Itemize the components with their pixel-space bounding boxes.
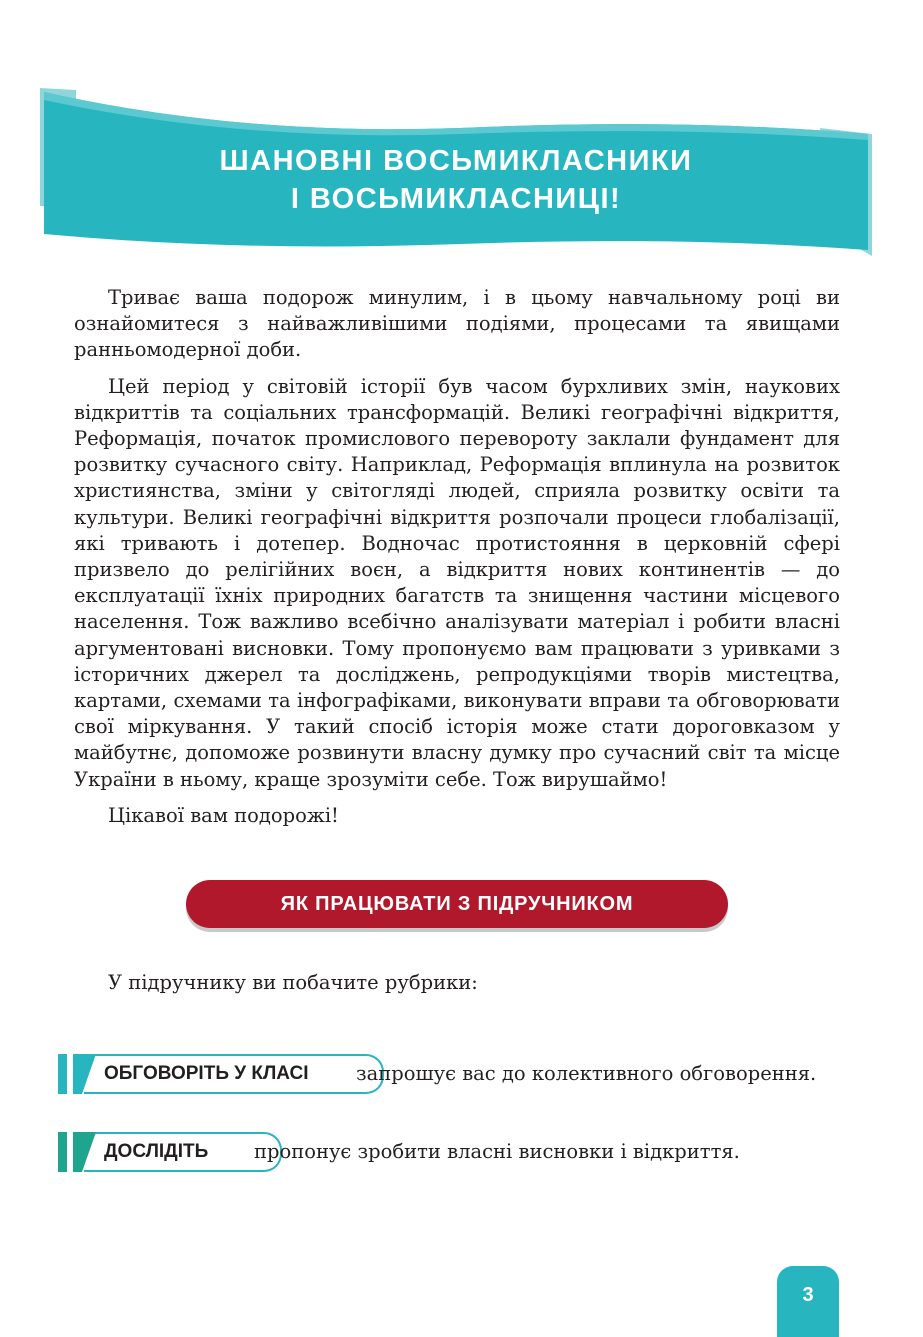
rubric-description-discuss: запрошує вас до колективного обговорення.: [356, 1062, 817, 1085]
paragraph-1: Триває ваша подорож минулим, і в цьому навчальному році ви ознайомитеся з найважливішими подіями, процесами та явищами ранньомодерної доби.: [74, 286, 840, 362]
rubric-bar-icon: [73, 1132, 82, 1172]
paragraph-2: Цей період у світовій історії був часом бурхливих змін, наукових відкриттів та соціальних трансформацій. Великі географічні відкриття, Реформація, початок промислового перевороту заклали фундамент для розвитку сучасного світу. Наприклад, Реформація вплинула на розвиток християнства, зміни у світогляді людей, сприяла розвитку освіти та культури. Великі географічні відкриття розпочали процеси глобалізації, які тривають і дотепер. Водночас протистояння в церковній сфері призвело до релігійних воєн, а відкриття нових континентів — до експлуатації їхніх природних багатств та знищення частини місцевого населення. Тож важливо всебічно аналізувати матеріал і робити власні аргументовані висновки. Тому пропонуємо вам працювати з уривками з історичних джерел та досліджень, репродукціями творів мистецтва, картами, схемами та інфографіками, виконувати вправи та обговорювати свої міркування. У такий спосіб історія може стати дороговказом у майбутнє, допоможе розвинути власну думку про сучасний світ та місце України в ньому, краще зрозуміти себе. Тож вирушаймо!: [74, 374, 840, 791]
paragraph-3: Цікавої вам подорожі!: [108, 803, 339, 827]
rubric-tag-discuss: ОБГОВОРІТЬ У КЛАСІ: [84, 1054, 384, 1094]
banner-title: [40, 142, 872, 218]
banner-title-line-2: І ВОСЬМИКЛАСНИЦІ!: [290, 183, 622, 215]
title-banner: [40, 88, 872, 258]
intro-text: [74, 285, 840, 839]
rubric-bar-icon: [58, 1132, 67, 1172]
rubric-bar-icon: [73, 1054, 82, 1094]
rubric-tag-research: ДОСЛІДІТЬ: [84, 1132, 282, 1172]
page-number: 3: [777, 1266, 839, 1337]
section-heading: ЯК ПРАЦЮВАТИ З ПІДРУЧНИКОМ: [186, 880, 728, 928]
rubrics-intro: У підручнику ви побачите рубрики:: [108, 971, 478, 994]
rubric-bar-icon: [58, 1054, 67, 1094]
banner-title-line-1: ШАНОВНІ ВОСЬМИКЛАСНИКИ: [219, 145, 693, 177]
rubric-description-research: пропонує зробити власні висновки і відкриття.: [254, 1140, 740, 1163]
